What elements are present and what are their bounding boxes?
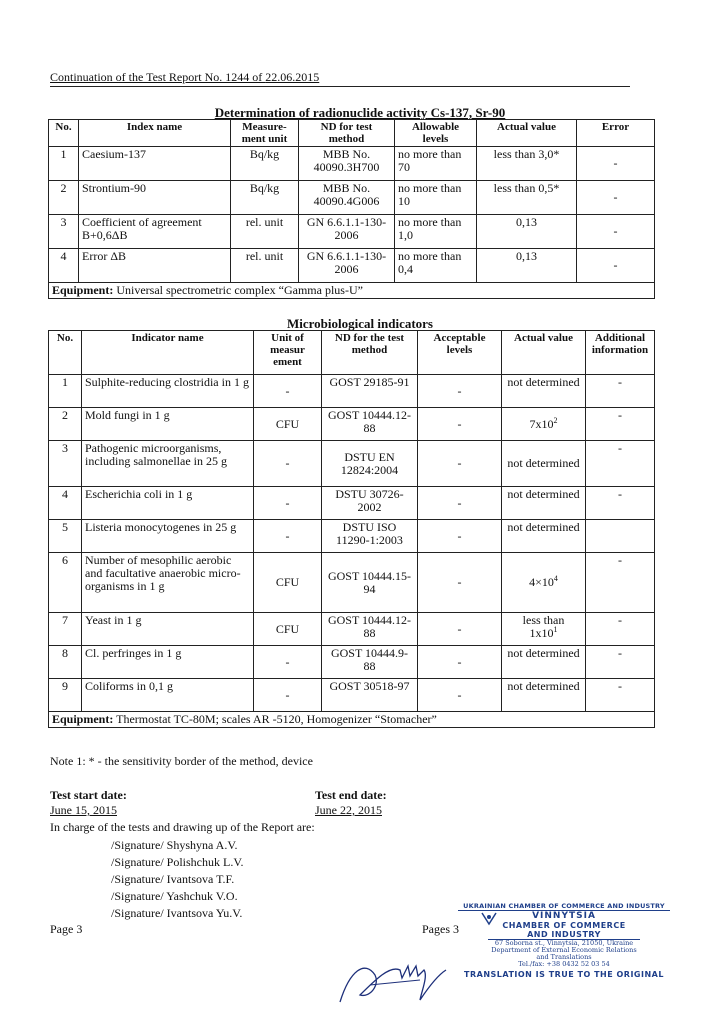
equipment-cell xyxy=(49,712,655,728)
allowable-level: no more than 0,4 xyxy=(395,249,477,283)
test-method: DSTU ISO 11290-1:2003 xyxy=(322,520,418,553)
index-name: Error ΔB xyxy=(79,249,231,283)
value-exponent: 4 xyxy=(553,574,558,583)
test-method: GOST 29185-91 xyxy=(322,375,418,408)
signature-line: /Signature/ Ivantsova T.F. xyxy=(111,872,235,886)
column-header: Indicator name xyxy=(82,331,254,375)
actual-value: 0,13 xyxy=(477,249,577,283)
test-method: GOST 10444.9-88 xyxy=(322,646,418,679)
actual-value xyxy=(502,553,586,613)
column-header: Unit of measur ement xyxy=(254,331,322,375)
equipment-row xyxy=(49,283,655,299)
allowable-level: no more than 10 xyxy=(395,181,477,215)
unit: CFU xyxy=(254,613,322,646)
value-base: 1x10 xyxy=(529,626,554,640)
row-number: 3 xyxy=(49,215,79,249)
additional-info: - xyxy=(586,408,655,441)
row-number: 2 xyxy=(49,181,79,215)
error-value: - xyxy=(577,249,655,283)
additional-info: - xyxy=(586,487,655,520)
header-prefix: Continuation of the Test Report No. 1244 of xyxy=(50,70,266,84)
acceptable-level: - xyxy=(418,646,502,679)
row-number: 5 xyxy=(49,520,82,553)
handwritten-signature-icon xyxy=(330,940,450,1010)
indicator-name: Listeria monocytogenes in 25 g xyxy=(82,520,254,553)
equipment-text: Thermostat TC-80M; scales AR -5120, Homogenizer “Stomacher” xyxy=(113,712,437,726)
index-name: Coefficient of agreement B+0,6ΔB xyxy=(79,215,231,249)
row-number: 7 xyxy=(49,613,82,646)
actual-value: not determined xyxy=(502,441,586,487)
acceptable-level: - xyxy=(418,613,502,646)
signature-line: /Signature/ Polishchuk L.V. xyxy=(111,855,244,869)
column-header: No. xyxy=(49,331,82,375)
in-charge-text: In charge of the tests and drawing up of the Report are: xyxy=(50,820,315,834)
error-value: - xyxy=(577,147,655,181)
additional-info: - xyxy=(586,441,655,487)
table-row xyxy=(49,679,655,712)
radionuclide-caption-main: Determination of radionuclide activity xyxy=(214,105,428,120)
test-method: GOST 10444.12-88 xyxy=(322,408,418,441)
table-row xyxy=(49,375,655,408)
stamp-line: AND INDUSTRY xyxy=(488,930,640,940)
equipment-cell xyxy=(49,283,655,299)
acceptable-level: - xyxy=(418,520,502,553)
table-row xyxy=(49,520,655,553)
chamber-emblem-icon xyxy=(480,912,498,926)
radionuclide-table xyxy=(48,119,655,299)
equipment-label: Equipment: xyxy=(52,283,114,297)
actual-value xyxy=(502,613,586,646)
additional-info: - xyxy=(586,679,655,712)
acceptable-level: - xyxy=(418,679,502,712)
footnote: Note 1: * - the sensitivity border of the method, device xyxy=(50,754,313,768)
row-number: 3 xyxy=(49,441,82,487)
table-row xyxy=(49,181,655,215)
translation-stamp xyxy=(458,902,670,979)
value-base: 7x10 xyxy=(529,416,554,431)
actual-value: less than 0,5* xyxy=(477,181,577,215)
unit: - xyxy=(254,487,322,520)
index-name: Strontium-90 xyxy=(79,181,231,215)
microbiological-table xyxy=(48,330,655,728)
header-date: 22.06.2015 xyxy=(265,70,320,84)
allowable-level: no more than 1,0 xyxy=(395,215,477,249)
table-row xyxy=(49,147,655,181)
page-count: Pages 3 xyxy=(422,922,459,936)
table-row xyxy=(49,441,655,487)
allowable-level: no more than 70 xyxy=(395,147,477,181)
column-header: No. xyxy=(49,120,79,147)
actual-value: 0,13 xyxy=(477,215,577,249)
stamp-line: 67 Soborna st., Vinnytsia, 21050, Ukraine xyxy=(494,939,634,947)
acceptable-level: - xyxy=(418,375,502,408)
unit: - xyxy=(254,441,322,487)
column-header: Index name xyxy=(79,120,231,147)
table-row xyxy=(49,613,655,646)
test-method: DSTU EN 12824:2004 xyxy=(322,441,418,487)
column-header: ND for the test method xyxy=(322,331,418,375)
start-date-value: June 15, 2015 xyxy=(50,803,117,817)
indicator-name: Coliforms in 0,1 g xyxy=(82,679,254,712)
test-method: GN 6.6.1.1-130-2006 xyxy=(299,249,395,283)
row-number: 4 xyxy=(49,487,82,520)
test-method: GOST 30518-97 xyxy=(322,679,418,712)
additional-info: - xyxy=(586,553,655,613)
stamp-line: CHAMBER OF COMMERCE xyxy=(502,921,626,930)
radionuclide-caption-rest: Cs-137, Sr-90 xyxy=(427,105,506,120)
stamp-line: UKRAINIAN CHAMBER OF COMMERCE AND INDUSTRY xyxy=(458,902,670,911)
actual-value: not determined xyxy=(502,646,586,679)
test-method: MBB No. 40090.4G006 xyxy=(299,181,395,215)
additional-info: - xyxy=(586,613,655,646)
equipment-row xyxy=(49,712,655,728)
signature-line: /Signature/ Ivantsova Yu.V. xyxy=(111,906,243,920)
unit: rel. unit xyxy=(231,215,299,249)
indicator-name: Escherichia coli in 1 g xyxy=(82,487,254,520)
test-method: GOST 10444.12-88 xyxy=(322,613,418,646)
page-number: Page 3 xyxy=(50,922,83,936)
micro-caption: Microbiological indicators xyxy=(287,316,433,331)
indicator-name: Cl. perfringes in 1 g xyxy=(82,646,254,679)
acceptable-level: - xyxy=(418,408,502,441)
column-header: ND for test method xyxy=(299,120,395,147)
unit: CFU xyxy=(254,553,322,613)
row-number: 1 xyxy=(49,147,79,181)
equipment-label: Equipment: xyxy=(52,712,114,726)
stamp-line: TRANSLATION IS TRUE TO THE ORIGINAL xyxy=(464,970,664,979)
actual-value: not determined xyxy=(502,375,586,408)
value-base: 4×10 xyxy=(529,575,554,589)
unit: rel. unit xyxy=(231,249,299,283)
row-number: 2 xyxy=(49,408,82,441)
table-row xyxy=(49,215,655,249)
error-value: - xyxy=(577,215,655,249)
acceptable-level: - xyxy=(418,553,502,613)
actual-value: not determined xyxy=(502,679,586,712)
table-row xyxy=(49,408,655,441)
indicator-name: Mold fungi in 1 g xyxy=(82,408,254,441)
acceptable-level: - xyxy=(418,487,502,520)
additional-info xyxy=(586,520,655,553)
error-value: - xyxy=(577,181,655,215)
unit: - xyxy=(254,520,322,553)
stamp-line: Department of External Economic Relations xyxy=(491,946,637,954)
test-method: GOST 10444.15-94 xyxy=(322,553,418,613)
signature-line: /Signature/ Shyshyna A.V. xyxy=(111,838,238,852)
indicator-name: Yeast in 1 g xyxy=(82,613,254,646)
acceptable-level: - xyxy=(418,441,502,487)
index-name: Caesium-137 xyxy=(79,147,231,181)
actual-value: less than 3,0* xyxy=(477,147,577,181)
signature-line: /Signature/ Yashchuk V.O. xyxy=(111,889,238,903)
report-header xyxy=(50,70,630,87)
column-header: Error xyxy=(577,120,655,147)
stamp-line: and Translations xyxy=(536,953,592,961)
column-header: Actual value xyxy=(477,120,577,147)
radionuclide-header-row xyxy=(49,120,655,147)
micro-header-row xyxy=(49,331,655,375)
value-exponent: 2 xyxy=(553,415,558,425)
start-date-label: Test start date: xyxy=(50,788,127,802)
indicator-name: Pathogenic microorganisms, including salmonellae in 25 g xyxy=(82,441,254,487)
indicator-name: Sulphite-reducing clostridia in 1 g xyxy=(82,375,254,408)
row-number: 9 xyxy=(49,679,82,712)
actual-value xyxy=(502,408,586,441)
row-number: 6 xyxy=(49,553,82,613)
additional-info: - xyxy=(586,646,655,679)
column-header: Measure-ment unit xyxy=(231,120,299,147)
indicator-name: Number of mesophilic aerobic and facultative anaerobic micro-organisms in 1 g xyxy=(82,553,254,613)
table-row xyxy=(49,646,655,679)
equipment-text: Universal spectrometric complex “Gamma plus-U” xyxy=(113,283,363,297)
unit: Bq/kg xyxy=(231,181,299,215)
stamp-line: VINNYTSIA xyxy=(532,911,596,921)
table-row xyxy=(49,249,655,283)
unit: CFU xyxy=(254,408,322,441)
stamp-line: Tel./fax: +38 0432 52 03 54 xyxy=(518,960,610,968)
unit: - xyxy=(254,679,322,712)
unit: - xyxy=(254,646,322,679)
unit: - xyxy=(254,375,322,408)
table-row xyxy=(49,487,655,520)
test-method: GN 6.6.1.1-130-2006 xyxy=(299,215,395,249)
actual-value: not determined xyxy=(502,487,586,520)
column-header: Allowable levels xyxy=(395,120,477,147)
table-row xyxy=(49,553,655,613)
row-number: 4 xyxy=(49,249,79,283)
value-exponent: 1 xyxy=(553,625,558,634)
end-date-value: June 22, 2015 xyxy=(315,803,382,817)
actual-value: not determined xyxy=(502,520,586,553)
value-prefix: less than xyxy=(522,613,565,627)
test-method: DSTU 30726-2002 xyxy=(322,487,418,520)
row-number: 8 xyxy=(49,646,82,679)
column-header: Acceptable levels xyxy=(418,331,502,375)
column-header: Actual value xyxy=(502,331,586,375)
column-header: Additional information xyxy=(586,331,655,375)
additional-info: - xyxy=(586,375,655,408)
unit: Bq/kg xyxy=(231,147,299,181)
row-number: 1 xyxy=(49,375,82,408)
test-method: MBB No. 40090.3H700 xyxy=(299,147,395,181)
end-date-label: Test end date: xyxy=(315,788,387,802)
